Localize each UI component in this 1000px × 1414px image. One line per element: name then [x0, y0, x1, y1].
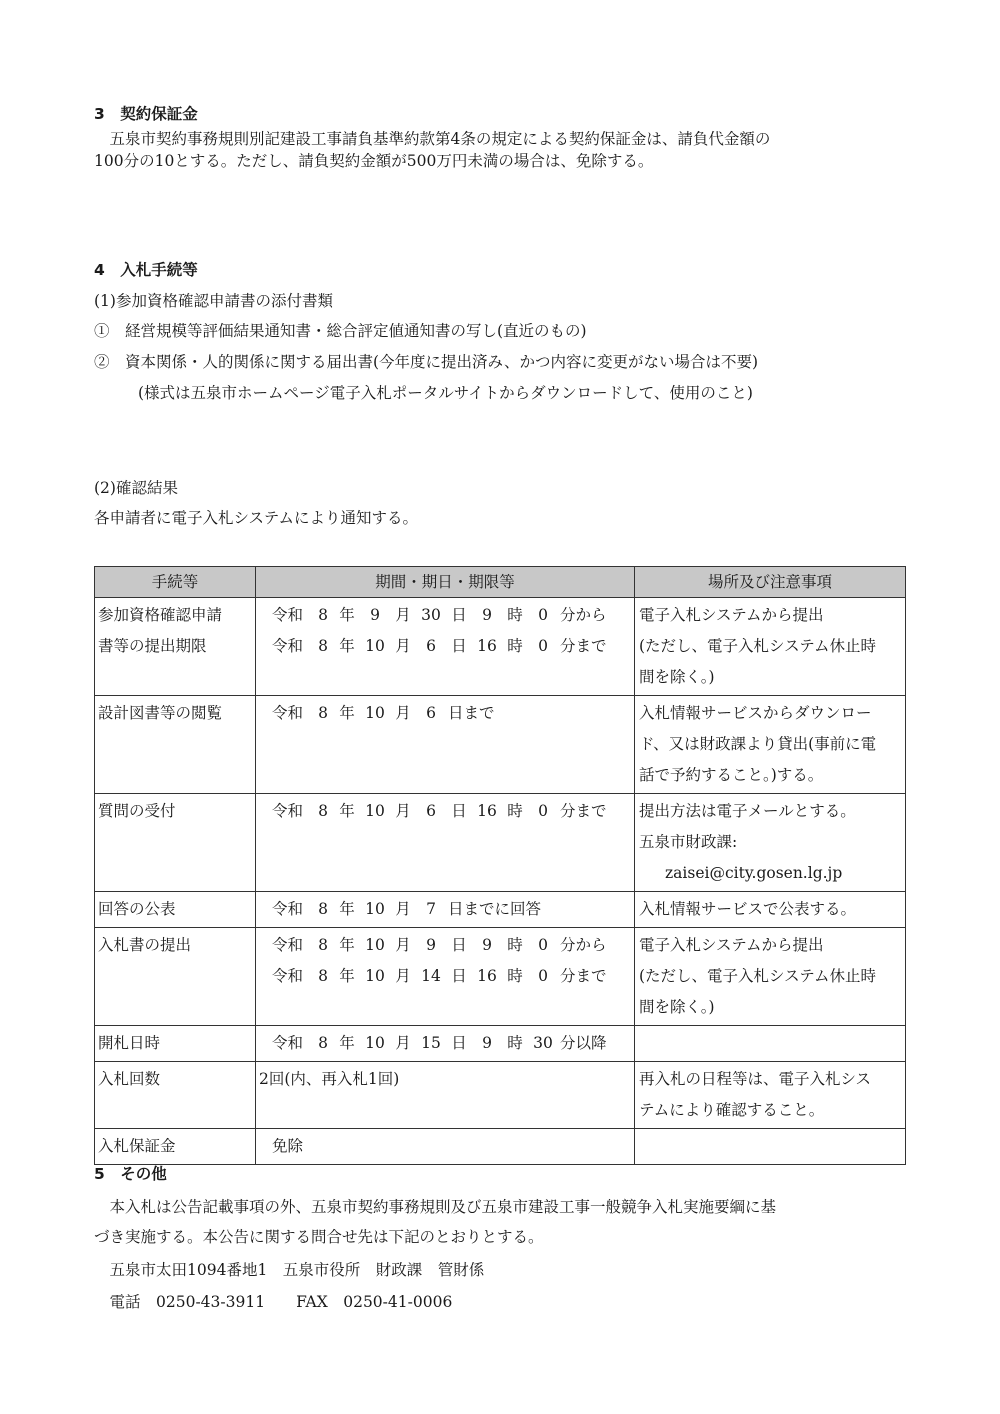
date-part: 8: [318, 802, 328, 820]
period-line: [256, 930, 634, 961]
date-part: 月: [395, 1034, 411, 1052]
section4-sub1: (1)参加資格確認申請書の添付書類: [94, 292, 333, 310]
notes-line: 入札情報サービスで公表する。: [639, 900, 857, 918]
date-part: 日: [451, 802, 467, 820]
period-cell: [256, 696, 635, 794]
date-part: 16: [477, 637, 497, 655]
date-part: 年: [339, 900, 355, 918]
date-expression: [272, 1028, 607, 1059]
notes-line: 入札情報サービスからダウンロー: [639, 704, 872, 722]
date-expression: [272, 600, 607, 631]
date-part: 日まで: [448, 704, 495, 722]
period-cell: [256, 928, 635, 1026]
procedure-cell: [95, 794, 256, 892]
schedule-table: [94, 566, 906, 1165]
date-part: 月: [395, 900, 411, 918]
date-part: 日までに回答: [448, 900, 542, 918]
date-part: 10: [365, 637, 385, 655]
table-row: [95, 892, 906, 928]
date-part: 月: [395, 606, 411, 624]
date-part: 6: [426, 802, 436, 820]
procedure-cell: [95, 598, 256, 696]
section4-item1: ① 経営規模等評価結果通知書・総合評定値通知書の写し(直近のもの): [94, 322, 587, 340]
procedure-cell: [95, 928, 256, 1026]
period-text: 2回(内、再入札1回): [259, 1070, 400, 1088]
date-part: 8: [318, 936, 328, 954]
date-part: 30: [533, 1034, 553, 1052]
header-period: 期間・期日・期限等: [256, 567, 635, 598]
date-part: 10: [365, 900, 385, 918]
date-part: 令和: [272, 802, 304, 820]
table-row: [95, 598, 906, 696]
date-part: 0: [538, 936, 548, 954]
procedure-line: 入札回数: [98, 1070, 161, 1088]
date-part: 年: [339, 606, 355, 624]
procedure-cell: [95, 1062, 256, 1129]
date-part: 日: [451, 1034, 467, 1052]
date-expression: [272, 631, 607, 662]
notes-cell: [635, 1129, 906, 1165]
date-part: 7: [426, 900, 436, 918]
date-part: 0: [538, 967, 548, 985]
notes-cell: [635, 892, 906, 928]
date-part: 月: [395, 637, 411, 655]
procedure-cell: [95, 1026, 256, 1062]
date-part: 8: [318, 1034, 328, 1052]
date-part: 16: [477, 802, 497, 820]
procedure-line: 回答の公表: [98, 900, 176, 918]
date-part: 分まで: [560, 802, 607, 820]
date-part: 10: [365, 802, 385, 820]
date-part: 年: [339, 802, 355, 820]
procedure-cell: [95, 892, 256, 928]
date-part: 0: [538, 637, 548, 655]
date-part: 月: [395, 802, 411, 820]
date-part: 8: [318, 900, 328, 918]
notes-line: ド、又は財政課より貸出(事前に電: [639, 735, 877, 753]
date-expression: [272, 930, 607, 961]
notes-line: 間を除く。): [639, 998, 715, 1016]
procedure-cell: [95, 1129, 256, 1165]
date-part: 0: [538, 606, 548, 624]
date-part: 10: [365, 1034, 385, 1052]
date-part: 分から: [560, 606, 607, 624]
period-cell: [256, 794, 635, 892]
date-part: 年: [339, 967, 355, 985]
date-part: 日: [451, 967, 467, 985]
notes-cell: [635, 794, 906, 892]
date-part: 時: [507, 1034, 523, 1052]
date-part: 8: [318, 606, 328, 624]
date-part: 分まで: [560, 967, 607, 985]
date-part: 日: [451, 936, 467, 954]
date-expression: [272, 961, 607, 992]
table-row: [95, 794, 906, 892]
section3-paragraph-line1: 五泉市契約事務規則別記建設工事請負基準約款第4条の規定による契約保証金は、請負代金額の: [94, 130, 771, 148]
date-part: 令和: [272, 900, 304, 918]
procedure-line: 入札書の提出: [98, 936, 192, 954]
period-cell: [256, 598, 635, 696]
notes-line: 話で予約すること。)する。: [639, 766, 824, 784]
section4-item2: ② 資本関係・人的関係に関する届出書(今年度に提出済み、かつ内容に変更がない場合は不要): [94, 353, 759, 371]
procedure-line: 書等の提出期限: [98, 637, 207, 655]
date-part: 年: [339, 704, 355, 722]
section4-heading: 4 入札手続等: [94, 261, 198, 279]
date-part: 0: [538, 802, 548, 820]
date-part: 9: [482, 936, 492, 954]
table-row: [95, 1129, 906, 1165]
table-row: [95, 928, 906, 1026]
date-part: 10: [365, 967, 385, 985]
period-line: [256, 894, 634, 925]
section5-paragraph-line2: づき実施する。本公告に関する問合せ先は下記のとおりとする。: [94, 1228, 544, 1246]
date-part: 時: [507, 802, 523, 820]
date-part: 10: [365, 936, 385, 954]
date-part: 令和: [272, 1034, 304, 1052]
date-part: 令和: [272, 637, 304, 655]
notes-line: (ただし、電子入札システム休止時: [639, 637, 876, 655]
date-part: 6: [426, 704, 436, 722]
notes-cell: [635, 598, 906, 696]
section5-paragraph-line1: 本入札は公告記載事項の外、五泉市契約事務規則及び五泉市建設工事一般競争入札実施要綱に基: [94, 1198, 777, 1216]
date-part: 9: [370, 606, 380, 624]
section4-sub2: (2)確認結果: [94, 479, 178, 497]
header-procedure: 手続等: [95, 567, 256, 598]
date-part: 時: [507, 967, 523, 985]
period-line: [256, 698, 634, 729]
period-line: [256, 600, 634, 631]
notes-line: 間を除く。): [639, 668, 715, 686]
date-part: 月: [395, 967, 411, 985]
procedure-line: 参加資格確認申請: [98, 606, 223, 624]
date-part: 年: [339, 1034, 355, 1052]
date-part: 9: [482, 606, 492, 624]
procedure-line: 設計図書等の閲覧: [98, 704, 223, 722]
date-part: 日: [451, 637, 467, 655]
table-row: [95, 1062, 906, 1129]
date-expression: [272, 698, 495, 729]
period-cell: [256, 1129, 635, 1165]
notes-line: 提出方法は電子メールとする。: [639, 802, 856, 820]
date-part: 9: [426, 936, 436, 954]
date-expression: [272, 796, 607, 827]
date-part: 8: [318, 704, 328, 722]
date-part: 8: [318, 637, 328, 655]
date-part: 15: [421, 1034, 441, 1052]
notes-cell: [635, 1062, 906, 1129]
date-part: 分以降: [560, 1034, 607, 1052]
date-part: 年: [339, 936, 355, 954]
notes-line: テムにより確認すること。: [639, 1101, 825, 1119]
date-part: 時: [507, 936, 523, 954]
notes-line: 電子入札システムから提出: [639, 606, 824, 624]
date-part: 8: [318, 967, 328, 985]
date-part: 分から: [560, 936, 607, 954]
section3-paragraph-line2: 100分の10とする。ただし、請負契約金額が500万円未満の場合は、免除する。: [94, 152, 654, 170]
date-part: 10: [365, 704, 385, 722]
table-row: [95, 1026, 906, 1062]
date-part: 年: [339, 637, 355, 655]
date-part: 時: [507, 637, 523, 655]
period-cell: [256, 1062, 635, 1129]
date-part: 30: [421, 606, 441, 624]
period-cell: [256, 892, 635, 928]
date-part: 月: [395, 704, 411, 722]
section5-heading: 5 その他: [94, 1165, 167, 1183]
date-part: 16: [477, 967, 497, 985]
notes-cell: [635, 928, 906, 1026]
date-part: 時: [507, 606, 523, 624]
header-notes: 場所及び注意事項: [635, 567, 906, 598]
table-row: [95, 696, 906, 794]
period-line: [256, 631, 634, 662]
date-part: 令和: [272, 606, 304, 624]
period-text: 免除: [272, 1137, 304, 1155]
period-cell: [256, 1026, 635, 1062]
section4-item2-note: (様式は五泉市ホームページ電子入札ポータルサイトからダウンロードして、使用のこと): [138, 384, 753, 402]
contact-phone-fax: 電話 0250-43-3911 FAX 0250-41-0006: [94, 1293, 453, 1311]
date-part: 令和: [272, 704, 304, 722]
notes-cell: [635, 1026, 906, 1062]
date-part: 月: [395, 936, 411, 954]
contact-address: 五泉市太田1094番地1 五泉市役所 財政課 管財係: [94, 1261, 485, 1279]
date-part: 日: [451, 606, 467, 624]
procedure-cell: [95, 696, 256, 794]
period-line: [256, 796, 634, 827]
notes-cell: [635, 696, 906, 794]
date-expression: [272, 894, 541, 925]
notes-line: 再入札の日程等は、電子入札シス: [639, 1070, 872, 1088]
date-part: 9: [482, 1034, 492, 1052]
date-part: 分まで: [560, 637, 607, 655]
table-header-row: [95, 567, 906, 598]
email-address: zaisei@city.gosen.lg.jp: [665, 864, 843, 882]
date-part: 令和: [272, 936, 304, 954]
date-part: 14: [421, 967, 441, 985]
notes-line: 五泉市財政課:: [639, 833, 738, 851]
notes-line: (ただし、電子入札システム休止時: [639, 967, 876, 985]
procedure-line: 質問の受付: [98, 802, 176, 820]
period-line: [256, 961, 634, 992]
notes-line: 電子入札システムから提出: [639, 936, 824, 954]
procedure-line: 開札日時: [98, 1034, 161, 1052]
date-part: 令和: [272, 967, 304, 985]
section4-sub2-text: 各申請者に電子入札システムにより通知する。: [94, 509, 418, 527]
period-line: [256, 1028, 634, 1059]
section3-heading: 3 契約保証金: [94, 105, 198, 123]
procedure-line: 入札保証金: [98, 1137, 176, 1155]
date-part: 6: [426, 637, 436, 655]
